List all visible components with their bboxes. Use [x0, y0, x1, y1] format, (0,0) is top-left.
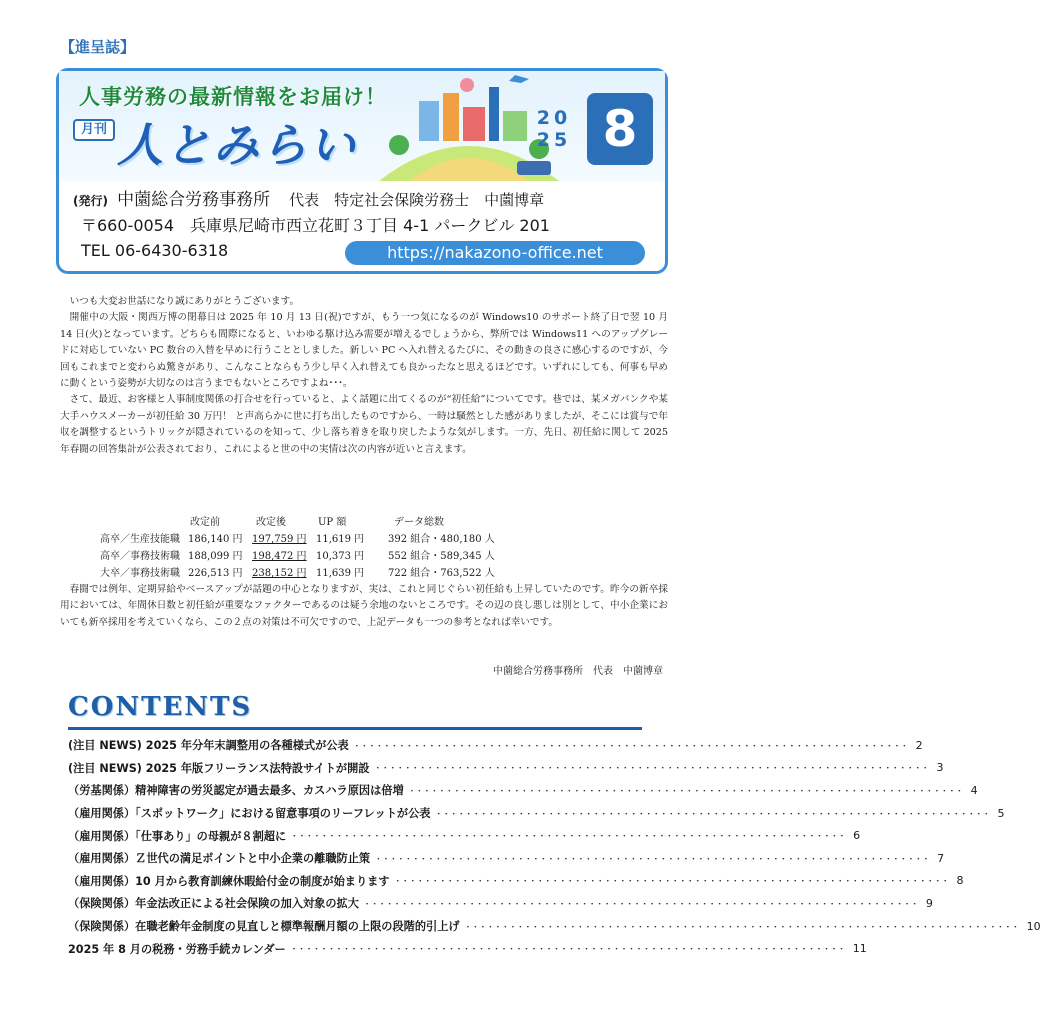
- toc-leader: ･･････････････････････････････････････････････････････････････････････････: [364, 899, 920, 910]
- toc-item-page: 5: [997, 806, 1005, 820]
- cell-data: 722 組合・763,522 人: [388, 568, 495, 579]
- cell-before: 226,513 円: [188, 568, 243, 579]
- issue-year: [531, 107, 577, 151]
- closing-text: [60, 582, 668, 631]
- contents-divider: [68, 727, 642, 730]
- toc-leader: ･･････････････････････････････････････････････････････････････････････････: [354, 741, 910, 752]
- toc-item-title: (注目 NEWS) 2025 年版フリーランス法特設サイトが開設: [68, 761, 370, 775]
- website-link[interactable]: https://nakazono-office.net: [345, 241, 645, 265]
- toc-item-title: （保険関係）年金法改正による社会保険の加入対象の拡大: [68, 897, 359, 911]
- toc-item[interactable]: [68, 870, 964, 893]
- year-top: 20: [536, 107, 572, 129]
- toc-item[interactable]: [68, 937, 867, 960]
- office-address: 〒660-0054 兵庫県尼崎市西立花町３丁目 4-1 パークビル 201: [81, 216, 550, 235]
- toc-leader: ･･････････････････････････････････････････････････････････････････････････: [409, 786, 965, 797]
- signature: 中薗総合労務事務所 代表 中薗博章: [493, 666, 663, 677]
- toc-item-title: 2025 年 8 月の税務・労務手続カレンダー: [68, 942, 286, 956]
- toc-leader: ･･････････････････････････････････････････････････････････････････････････: [292, 832, 848, 843]
- paragraph: 開催中の大阪・関西万博の閉幕日は 2025 年 10 月 13 日(祝)ですが、もう一つ気になるのが Windows10 のサポート終了日で翌 10 月 14 日(火)となっています。どちらも間際になると、いわゆる駆け込み需要が増えるでしょうから、弊所では Windows11 へのアップグレードに対応していない PC 数台の入替を早めに行うこととしました。新しい PC へ入れ替えるたびに、その動きの良さに感心するのですが、今回もこれまでと変わらぬ驚きがあり、こんなことならもう少し早く入れ替えても良かったなと思えるほどです。いずれにしても、何事も早めに動くという姿勢が大切なのは言うまでもないところですよね･･･。: [60, 312, 668, 390]
- toc-item-page: 3: [936, 761, 944, 775]
- paragraph: 春闘では例年、定期昇給やベースアップが話題の中心となりますが、実は、これと同じぐらい初任給も上昇していたのです。昨今の新卒採用においては、年間休日数と初任給が重要なファクターであるのは疑う余地のないところです。その辺の良し悪しは別として、中小企業においても新卒採用を考えていくなら、この２点の対策は不可欠ですので、上記データも一つの参考となれば幸いです。: [60, 584, 669, 628]
- year-bottom: 25: [536, 129, 572, 151]
- publisher-line: [73, 185, 544, 210]
- toc-leader: ･･････････････････････････････････････････････････････････････････････････: [291, 945, 847, 956]
- contents-title: CONTENTS: [68, 692, 253, 722]
- office-phone: TEL 06-6430-6318: [81, 241, 229, 260]
- toc-item-page: 6: [853, 829, 861, 843]
- toc-item-page: 2: [915, 738, 923, 752]
- toc-item-title: （雇用関係）10 月から教育訓練休暇給付金の制度が始まります: [68, 874, 390, 888]
- cell-up: 10,373 円: [316, 551, 365, 562]
- paragraph: さて、最近、お客様と人事制度関係の打合せを行っていると、よく話題に出てくるのが“初任給”についてです。巷では、某メガバンクや某大手ハウスメーカーが初任給 30 万円！ と声高らかに世に打ち出したものですから、一時は騒然とした感がありましたが、そこには賞与で年収を調整するというトリックが隠されているのを知って、少し落ち着きを取り戻したような気がします。一方、先日、初任給に関して 2025 年春闘の回答集計が公表されており、これによると世の中の実情は次の内容が近いと言えます。: [60, 394, 668, 455]
- representative: 代表 特定社会保険労務士 中薗博章: [289, 191, 545, 209]
- row-label: 高卒／事務技術職: [100, 551, 180, 562]
- table-header: 改定前: [190, 517, 220, 528]
- cell-after: 197,759 円: [252, 534, 307, 545]
- cell-after: 238,152 円: [252, 568, 307, 579]
- toc-item[interactable]: [68, 824, 861, 847]
- toc-item[interactable]: [68, 779, 978, 802]
- toc-item[interactable]: [68, 757, 944, 780]
- table-header: UP 額: [318, 517, 347, 528]
- cell-data: 392 組合・480,180 人: [388, 534, 495, 545]
- toc-item[interactable]: [68, 892, 933, 915]
- toc-item-page: 11: [852, 942, 867, 956]
- paragraph: いつも大変お世話になり誠にありがとうございます。: [69, 296, 300, 307]
- toc-leader: ･･････････････････････････････････････････････････････････････････････････: [436, 809, 992, 820]
- presentation-tag: 【進呈誌】: [60, 38, 136, 56]
- toc-item-title: （雇用関係）「仕事あり」の母親が８割超に: [68, 829, 287, 843]
- issue-month: 8: [587, 93, 653, 165]
- cell-after: 198,472 円: [252, 551, 307, 562]
- table-of-contents: [68, 734, 1041, 960]
- row-label: 高卒／生産技能職: [100, 534, 180, 545]
- toc-item[interactable]: [68, 802, 1005, 825]
- toc-item-title: （労基関係）精神障害の労災認定が過去最多、カスハラ原因は倍増: [68, 784, 404, 798]
- toc-item[interactable]: [68, 915, 1041, 938]
- toc-item[interactable]: [68, 847, 945, 870]
- newsletter-logo: 人とみらい: [117, 118, 357, 172]
- toc-item-title: (注目 NEWS) 2025 年分年末調整用の各種様式が公表: [68, 739, 349, 753]
- toc-leader: ･･････････････････････････････････････････････････････････････････････････: [465, 922, 1021, 933]
- table-header: データ総数: [394, 517, 444, 528]
- toc-item-page: 9: [925, 896, 933, 910]
- toc-leader: ･･････････････････････････････････････････････････････････････････････････: [395, 877, 951, 888]
- cell-before: 188,099 円: [188, 551, 243, 562]
- toc-item-title: （保険関係）在職老齢年金制度の見直しと標準報酬月額の上限の段階的引上げ: [68, 920, 460, 934]
- toc-item[interactable]: [68, 734, 923, 757]
- row-label: 大卒／事務技術職: [100, 568, 180, 579]
- cell-data: 552 組合・589,345 人: [388, 551, 495, 562]
- headline: 人事労務の最新情報をお届け！: [79, 85, 387, 109]
- greeting-text: [60, 294, 668, 458]
- publisher-label: (発行): [73, 194, 108, 208]
- toc-leader: ･･････････････････････････････････････････････････････････････････････････: [375, 764, 931, 775]
- toc-item-title: （雇用関係）Ｚ世代の満足ポイントと中小企業の離職防止策: [68, 852, 371, 866]
- toc-item-page: 8: [956, 874, 964, 888]
- toc-item-title: （雇用関係）「スポットワーク」における留意事項のリーフレットが公表: [68, 807, 431, 821]
- cell-before: 186,140 円: [188, 534, 243, 545]
- newsletter-header: [56, 68, 668, 274]
- office-name: 中薗総合労務事務所: [117, 190, 271, 210]
- toc-item-page: 10: [1026, 919, 1041, 933]
- cell-up: 11,639 円: [316, 568, 365, 579]
- toc-leader: ･･････････････････････････････････････････････････････････････････････････: [376, 854, 932, 865]
- cell-up: 11,619 円: [316, 534, 365, 545]
- toc-item-page: 4: [970, 783, 978, 797]
- toc-item-page: 7: [937, 851, 945, 865]
- monthly-badge: 月刊: [73, 119, 115, 141]
- table-header: 改定後: [256, 517, 286, 528]
